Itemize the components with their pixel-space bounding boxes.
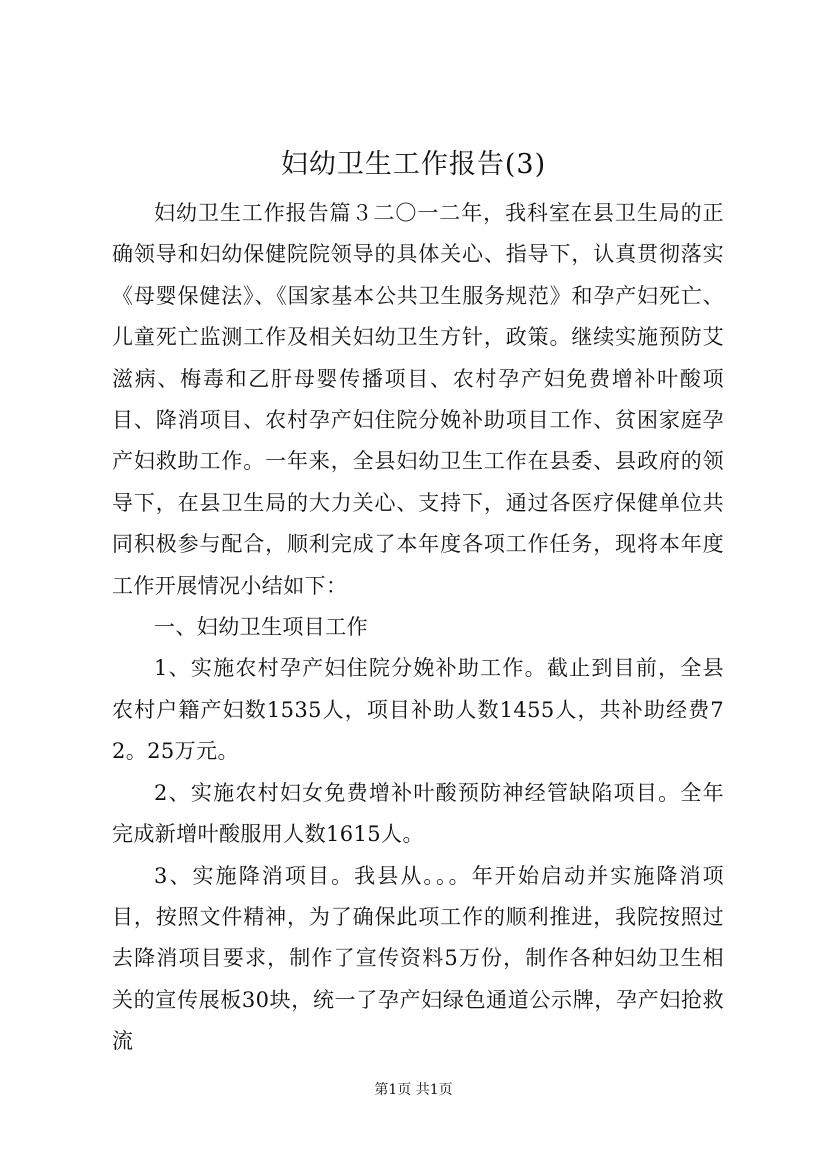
document-body	[112, 193, 724, 1063]
paragraph-intro: 妇幼卫生工作报告篇３二〇一二年，我科室在县卫生局的正确领导和妇幼保健院院领导的具体关心、指导下，认真贯彻落实《母婴保健法》、《国家基本公共卫生服务规范》和孕产妇死亡、儿童死亡监测工作及相关妇幼卫生方针，政策。继续实施预防艾滋病、梅毒和乙肝母婴传播项目、农村孕产妇免费增补叶酸项目、降消项目、农村孕产妇住院分娩补助项目工作、贫困家庭孕产妇救助工作。一年来，全县妇幼卫生工作在县委、县政府的领导下，在县卫生局的大力关心、支持下，通过各医疗保健单位共同积极参与配合，顺利完成了本年度各项工作任务，现将本年度工作开展情况小结如下：	[112, 201, 724, 598]
paragraph-item-1: 1、实施农村孕产妇住院分娩补助工作。截止到目前，全县农村户籍产妇数1535人，项目补助人数1455人，共补助经费72。25万元。	[112, 656, 724, 764]
section-heading-projects: 一、妇幼卫生项目工作	[154, 615, 368, 640]
document-title: 妇幼卫生工作报告(3)	[280, 149, 547, 180]
paragraph-item-3: 3、实施降消项目。我县从。。。年开始启动并实施降消项目，按照文件精神，为了确保此项工作的顺利推进，我院按照过去降消项目要求，制作了宣传资料5万份，制作各种妇幼卫生相关的宣传展板30块，统一了孕产妇绿色通道公示牌，孕产妇抢救流	[112, 863, 724, 1054]
page-number-footer: 第1页 共1页	[374, 1082, 453, 1098]
paragraph-item-2: 2、实施农村妇女免费增补叶酸预防神经管缺陷项目。全年完成新增叶酸服用人数1615人。	[112, 780, 724, 847]
